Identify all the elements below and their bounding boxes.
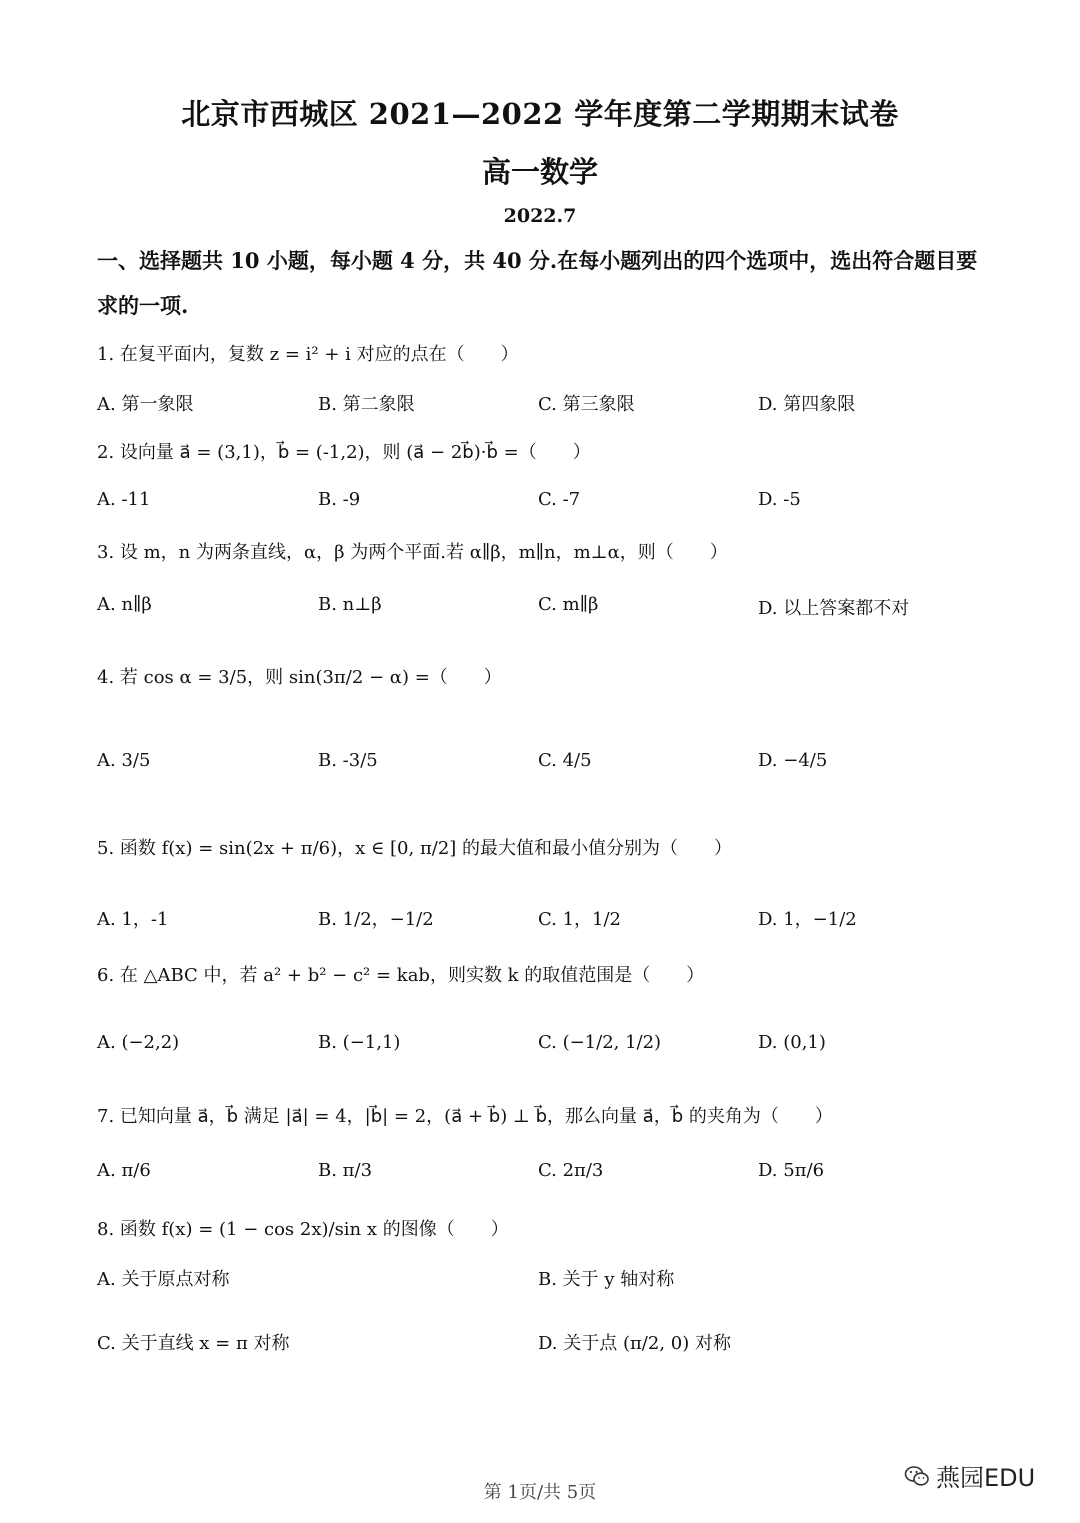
q3-option-a: A. n∥β <box>97 594 152 615</box>
question-6-stem: 6. 在 △ABC 中，若 a² + b² − c² = kab，则实数 k 的取值范围是（ ） <box>97 965 705 986</box>
q2-option-a: A. -11 <box>97 489 151 510</box>
q1-option-a: A. 第一象限 <box>97 394 194 415</box>
q6-option-a: A. (−2,2) <box>97 1032 180 1053</box>
question-3-stem: 3. 设 m，n 为两条直线，α，β 为两个平面.若 α∥β，m∥n，m⊥α，则（ ） <box>97 542 728 563</box>
question-7-stem: 7. 已知向量 a⃗，b⃗ 满足 |a⃗| = 4，|b⃗| = 2，(a⃗ + b⃗) ⊥ b⃗，那么向量 a⃗，b⃗ 的夹角为（ ） <box>97 1106 833 1127</box>
q6-option-d: D. (0,1) <box>758 1032 826 1053</box>
q5-option-b: B. 1/2，−1/2 <box>318 909 434 930</box>
q8-option-d: D. 关于点 (π/2, 0) 对称 <box>538 1333 731 1354</box>
q4-option-a: A. 3/5 <box>97 750 151 771</box>
q7-option-c: C. 2π/3 <box>538 1160 604 1181</box>
q2-option-c: C. -7 <box>538 489 581 510</box>
q8-option-c: C. 关于直线 x = π 对称 <box>97 1333 290 1354</box>
watermark-text: 燕园EDU <box>936 1464 1036 1492</box>
q7-option-d: D. 5π/6 <box>758 1160 825 1181</box>
q3-option-d: D. 以上答案都不对 <box>758 598 910 619</box>
q8-option-a: A. 关于原点对称 <box>97 1269 230 1290</box>
q2-option-d: D. -5 <box>758 489 801 510</box>
q4-option-d: D. −4/5 <box>758 750 828 771</box>
question-8-stem: 8. 函数 f(x) = (1 − cos 2x)/sin x 的图像（ ） <box>97 1219 509 1240</box>
question-5-stem: 5. 函数 f(x) = sin(2x + π/6)，x ∈ [0, π/2] 的最大值和最小值分别为（ ） <box>97 838 733 859</box>
q1-option-b: B. 第二象限 <box>318 394 415 415</box>
q4-option-c: C. 4/5 <box>538 750 592 771</box>
q1-option-d: D. 第四象限 <box>758 394 856 415</box>
exam-title: 北京市西城区 2021—2022 学年度第二学期期末试卷 <box>181 97 899 131</box>
question-1-stem: 1. 在复平面内，复数 z = i² + i 对应的点在（ ） <box>97 344 519 365</box>
watermark <box>904 1458 1035 1493</box>
question-2-stem: 2. 设向量 a⃗ = (3,1)，b⃗ = (-1,2)，则 (a⃗ − 2b⃗)·b⃗ =（ ） <box>97 442 591 463</box>
q4-option-b: B. -3/5 <box>318 750 378 771</box>
exam-subject: 高一数学 <box>481 155 598 189</box>
q3-option-b: B. n⊥β <box>318 594 382 615</box>
q8-option-b: B. 关于 y 轴对称 <box>538 1269 675 1290</box>
question-4-stem: 4. 若 cos α = 3/5，则 sin(3π/2 − α) =（ ） <box>97 667 502 688</box>
q7-option-b: B. π/3 <box>318 1160 373 1181</box>
q5-option-a: A. 1，-1 <box>97 909 169 930</box>
q6-option-b: B. (−1,1) <box>318 1032 401 1053</box>
section-heading: 一、选择题共 10 小题，每小题 4 分，共 40 分.在每小题列出的四个选项中，选出符合题目要求的一项. <box>97 248 978 318</box>
q2-option-b: B. -9 <box>318 489 361 510</box>
q3-option-c: C. m∥β <box>538 594 599 615</box>
page-footer: 第 1页/共 5页 <box>483 1482 597 1503</box>
q1-option-c: C. 第三象限 <box>538 394 635 415</box>
q6-option-c: C. (−1/2, 1/2) <box>538 1032 662 1053</box>
wechat-icon <box>904 1463 930 1489</box>
q5-option-d: D. 1，−1/2 <box>758 909 857 930</box>
exam-date: 2022.7 <box>503 205 577 227</box>
q5-option-c: C. 1，1/2 <box>538 909 621 930</box>
q7-option-a: A. π/6 <box>97 1160 151 1181</box>
